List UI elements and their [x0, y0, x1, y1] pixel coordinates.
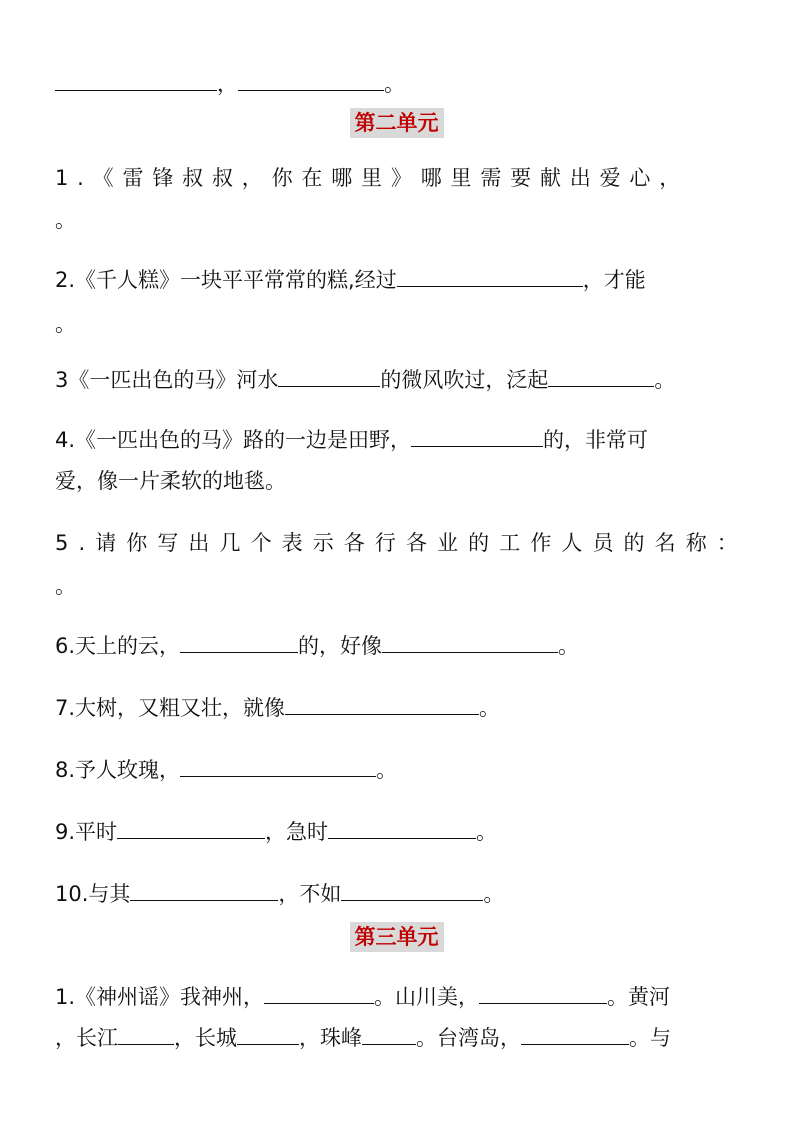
answer-blank[interactable] [278, 366, 380, 387]
unit-3-q1-part-a: 1.《神州谣》我神州， [55, 985, 265, 1009]
answer-blank[interactable] [341, 880, 483, 901]
unit-3-question-1-line-2 [55, 1024, 743, 1052]
question-3-part-b: 的微风吹过，泛起 [380, 368, 549, 392]
question-1-end [55, 206, 743, 234]
answer-blank[interactable] [180, 756, 376, 777]
period: 。 [558, 634, 580, 658]
period: 。 [55, 312, 76, 336]
question-2-end [55, 310, 743, 338]
question-5-text: 5.请你写出几个表示各行各业的工作人员的名称： [55, 531, 748, 555]
question-4-part-b: 的，非常可 [543, 428, 649, 452]
answer-blank[interactable] [397, 266, 583, 287]
answer-blank[interactable] [130, 880, 278, 901]
question-6 [55, 632, 743, 660]
question-8-text: 8.予人玫瑰， [55, 758, 181, 782]
answer-blank[interactable] [382, 632, 558, 653]
period: 。 [479, 696, 501, 720]
answer-blank[interactable] [55, 70, 217, 91]
comma: ， [217, 72, 238, 96]
unit-2-title: 第二单元 [350, 108, 444, 138]
answer-blank[interactable] [479, 983, 607, 1004]
question-4 [55, 426, 743, 454]
question-3 [55, 366, 743, 394]
answer-blank[interactable] [117, 818, 265, 839]
unit-3-title: 第三单元 [350, 922, 444, 952]
question-5-end [55, 572, 743, 600]
unit-3-q1-part-d: ，长江 [55, 1026, 118, 1050]
question-6-part-b: 的，好像 [298, 634, 383, 658]
unit-3-question-1 [55, 983, 743, 1011]
question-4-continuation: 爱，像一片柔软的地毯。 [55, 469, 286, 493]
question-2-after: ，才能 [582, 268, 646, 292]
question-2-text: 2.《千人糕》一块平平常常的糕,经过 [55, 268, 397, 292]
question-3-part-a: 3《一匹出色的马》河水 [55, 368, 279, 392]
question-10-part-a: 10.与其 [55, 882, 131, 906]
question-1-text: 1.《雷锋叔叔，你在哪里》哪里需要献出爱心， [55, 166, 690, 190]
period: 。 [476, 820, 498, 844]
period: 。 [376, 758, 398, 782]
period: 。 [55, 208, 76, 232]
question-9-part-b: ，急时 [265, 820, 329, 844]
unit-3-q1-part-g: 。台湾岛， [416, 1026, 521, 1050]
question-7 [55, 694, 743, 722]
unit-3-q1-part-h: 。与 [629, 1026, 671, 1050]
unit-heading-wrap [0, 108, 793, 138]
question-4-part-a: 4.《一匹出色的马》路的一边是田野， [55, 428, 412, 452]
unit-3-q1-part-e: ，长城 [174, 1026, 237, 1050]
answer-blank[interactable] [411, 426, 543, 447]
question-1 [55, 164, 743, 192]
answer-blank[interactable] [237, 1024, 299, 1045]
period: 。 [483, 882, 505, 906]
answer-blank[interactable] [180, 632, 298, 653]
question-9-part-a: 9.平时 [55, 820, 118, 844]
unit-3-q1-part-f: ，珠峰 [299, 1026, 362, 1050]
top-fill-line [55, 70, 743, 98]
question-10 [55, 880, 743, 908]
question-2 [55, 266, 743, 294]
answer-blank[interactable] [118, 1024, 174, 1045]
question-6-part-a: 6.天上的云， [55, 634, 181, 658]
answer-blank[interactable] [362, 1024, 416, 1045]
question-9 [55, 818, 743, 846]
unit-3-q1-part-c: 。黄河 [607, 985, 671, 1009]
answer-blank[interactable] [328, 818, 476, 839]
answer-blank[interactable] [285, 694, 479, 715]
answer-blank[interactable] [521, 1024, 629, 1045]
question-5 [55, 529, 748, 557]
question-7-text: 7.大树，又粗又壮，就像 [55, 696, 286, 720]
answer-blank[interactable] [238, 70, 384, 91]
question-8 [55, 756, 743, 784]
period: 。 [654, 368, 676, 392]
answer-blank[interactable] [264, 983, 374, 1004]
period: 。 [55, 574, 76, 598]
period: 。 [384, 72, 405, 96]
question-4-line-2 [55, 467, 743, 495]
answer-blank[interactable] [548, 366, 654, 387]
unit-heading-wrap [0, 922, 793, 952]
unit-3-q1-part-b: 。山川美， [374, 985, 480, 1009]
question-10-part-b: ，不如 [278, 882, 342, 906]
